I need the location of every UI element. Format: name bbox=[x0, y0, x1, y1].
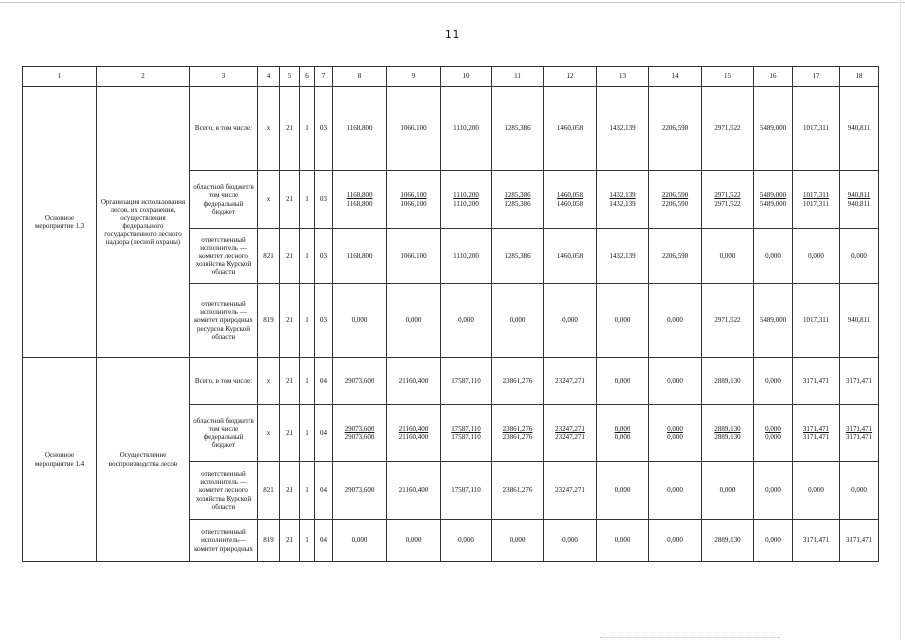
column-header: 10 bbox=[441, 67, 492, 87]
value-cell: 0,000 bbox=[441, 520, 492, 562]
code-cell: x bbox=[258, 171, 280, 229]
value-cell: 0,000 bbox=[840, 462, 879, 520]
code-cell: 1 bbox=[300, 405, 315, 462]
value-cell: 0,000 bbox=[333, 284, 387, 358]
value-cell: 0,000 bbox=[597, 358, 649, 405]
value-cell: 1460,058 bbox=[544, 87, 597, 171]
table-row bbox=[23, 87, 879, 171]
code-cell: 21 bbox=[280, 462, 300, 520]
value-regional: 2206,590 bbox=[661, 191, 689, 200]
value-regional: 1017,311 bbox=[803, 191, 829, 200]
value-cell: 0,000 bbox=[649, 462, 702, 520]
column-header: 5 bbox=[280, 67, 300, 87]
value-cell: 2889,130 bbox=[702, 358, 754, 405]
value-cell: 1285,386 bbox=[492, 87, 544, 171]
code-cell: 1 bbox=[300, 462, 315, 520]
value-regional: 1168,800 bbox=[346, 191, 373, 200]
source-cell: Всего, в том числе: bbox=[190, 87, 258, 171]
value-cell: 3171,471 bbox=[840, 358, 879, 405]
value-cell: 940,811 bbox=[840, 284, 879, 358]
value-cell: 0,000 bbox=[840, 229, 879, 284]
value-federal: 0,000 bbox=[614, 433, 631, 441]
value-cell: 0,000 bbox=[754, 462, 793, 520]
value-regional: 3171,471 bbox=[845, 424, 873, 433]
value-cell bbox=[544, 405, 597, 462]
value-cell: 0,000 bbox=[702, 229, 754, 284]
code-cell: 1 bbox=[300, 358, 315, 405]
code-cell: 1 bbox=[300, 229, 315, 284]
value-cell bbox=[492, 171, 544, 229]
value-cell: 3171,471 bbox=[840, 520, 879, 562]
code-cell: 1 bbox=[300, 520, 315, 562]
value-cell bbox=[840, 405, 879, 462]
value-regional: 5489,000 bbox=[759, 191, 787, 200]
value-cell: 0,000 bbox=[441, 284, 492, 358]
value-cell: 23861,276 bbox=[492, 358, 544, 405]
column-header: 6 bbox=[300, 67, 315, 87]
code-cell: 21 bbox=[280, 284, 300, 358]
value-cell bbox=[597, 405, 649, 462]
column-header: 17 bbox=[793, 67, 840, 87]
value-cell bbox=[754, 405, 793, 462]
code-cell: 1 bbox=[300, 87, 315, 171]
value-cell: 1432,139 bbox=[597, 87, 649, 171]
value-cell: 0,000 bbox=[492, 520, 544, 562]
code-cell: 1 bbox=[300, 171, 315, 229]
value-cell: 29073,600 bbox=[333, 462, 387, 520]
page-number: 11 bbox=[444, 28, 461, 41]
value-federal: 940,811 bbox=[847, 199, 871, 208]
value-cell: 2889,130 bbox=[702, 520, 754, 562]
value-cell: 0,000 bbox=[754, 520, 793, 562]
top-rule bbox=[0, 2, 905, 3]
value-cell: 1066,100 bbox=[387, 229, 441, 284]
right-rule bbox=[900, 0, 901, 640]
description-cell: Организация использования лесов, их сохранения, осуществления федерального государственного лесного надзора (лесной охраны) bbox=[97, 87, 190, 358]
code-cell: 03 bbox=[315, 87, 333, 171]
code-cell: 821 bbox=[258, 462, 280, 520]
value-cell bbox=[702, 405, 754, 462]
column-header: 9 bbox=[387, 67, 441, 87]
value-regional: 0,000 bbox=[667, 424, 683, 433]
value-cell bbox=[333, 405, 387, 462]
value-cell: 0,000 bbox=[793, 462, 840, 520]
column-header: 14 bbox=[649, 67, 702, 87]
value-cell bbox=[387, 405, 441, 462]
value-federal: 21160,400 bbox=[398, 433, 429, 441]
value-federal: 1066,100 bbox=[400, 199, 427, 208]
value-cell: 0,000 bbox=[597, 520, 649, 562]
source-cell: ответственный исполнитель — комитет природных ресурсов Курской области bbox=[190, 284, 258, 358]
value-cell: 1110,200 bbox=[441, 229, 492, 284]
value-cell: 1460,058 bbox=[544, 229, 597, 284]
column-header: 11 bbox=[492, 67, 544, 87]
value-federal: 3171,471 bbox=[845, 433, 873, 441]
code-cell: 21 bbox=[280, 520, 300, 562]
column-header: 7 bbox=[315, 67, 333, 87]
code-cell: 04 bbox=[315, 358, 333, 405]
value-cell: 1168,800 bbox=[333, 87, 387, 171]
value-cell: 0,000 bbox=[754, 358, 793, 405]
value-federal: 1460,058 bbox=[556, 199, 584, 208]
value-regional: 2971,522 bbox=[714, 191, 741, 200]
value-federal: 23861,276 bbox=[502, 433, 533, 441]
value-cell: 0,000 bbox=[333, 520, 387, 562]
value-federal: 3171,471 bbox=[802, 433, 830, 441]
measure-cell: Основное мероприятие 1.3 bbox=[23, 87, 97, 358]
source-cell: областной бюджет/в том числе федеральный бюджет bbox=[190, 171, 258, 229]
source-cell: ответственный исполнитель — комитет лесного хозяйства Курской области bbox=[190, 229, 258, 284]
source-cell: ответственный исполнитель— комитет природных bbox=[190, 520, 258, 562]
value-cell bbox=[754, 171, 793, 229]
value-cell: 2206,590 bbox=[649, 87, 702, 171]
value-cell: 0,000 bbox=[544, 284, 597, 358]
column-header: 12 bbox=[544, 67, 597, 87]
value-cell: 1432,139 bbox=[597, 229, 649, 284]
value-cell: 1066,100 bbox=[387, 87, 441, 171]
value-regional: 1460,058 bbox=[556, 191, 584, 200]
source-cell: областной бюджет/в том числе федеральный бюджет bbox=[190, 405, 258, 462]
value-cell bbox=[793, 405, 840, 462]
value-regional: 0,000 bbox=[765, 424, 781, 433]
value-cell: 5489,000 bbox=[754, 87, 793, 171]
value-federal: 1432,139 bbox=[609, 199, 636, 208]
code-cell: x bbox=[258, 358, 280, 405]
value-regional: 1432,139 bbox=[609, 191, 636, 200]
column-header: 4 bbox=[258, 67, 280, 87]
value-cell: 1168,800 bbox=[333, 229, 387, 284]
value-cell: 940,811 bbox=[840, 87, 879, 171]
budget-table bbox=[22, 66, 879, 562]
value-regional: 1110,200 bbox=[453, 191, 479, 200]
code-cell: 821 bbox=[258, 229, 280, 284]
value-cell bbox=[793, 171, 840, 229]
value-cell: 29073,600 bbox=[333, 358, 387, 405]
code-cell: 21 bbox=[280, 171, 300, 229]
column-header: 3 bbox=[190, 67, 258, 87]
value-regional: 2889,130 bbox=[714, 424, 741, 433]
value-cell: 3171,471 bbox=[793, 358, 840, 405]
column-header: 13 bbox=[597, 67, 649, 87]
description-cell: Осуществление воспроизводства лесов bbox=[97, 358, 190, 562]
code-cell: 04 bbox=[315, 520, 333, 562]
value-cell bbox=[649, 171, 702, 229]
value-cell: 0,000 bbox=[793, 229, 840, 284]
bottom-mark bbox=[600, 637, 780, 638]
value-federal: 17587,110 bbox=[451, 433, 481, 441]
code-cell: 21 bbox=[280, 405, 300, 462]
value-federal: 1017,311 bbox=[803, 199, 829, 208]
value-cell bbox=[387, 171, 441, 229]
value-cell: 17587,110 bbox=[441, 358, 492, 405]
value-federal: 0,000 bbox=[765, 433, 781, 441]
value-federal: 0,000 bbox=[667, 433, 683, 441]
value-federal: 1168,800 bbox=[346, 199, 373, 208]
code-cell: 819 bbox=[258, 284, 280, 358]
value-cell bbox=[441, 405, 492, 462]
value-federal: 1285,386 bbox=[504, 199, 531, 208]
source-cell: Всего, в том числе: bbox=[190, 358, 258, 405]
value-cell: 0,000 bbox=[754, 229, 793, 284]
code-cell: 03 bbox=[315, 284, 333, 358]
code-cell: x bbox=[258, 405, 280, 462]
value-federal: 29073,600 bbox=[344, 433, 375, 441]
value-federal: 2889,130 bbox=[714, 433, 741, 441]
value-cell: 23861,276 bbox=[492, 462, 544, 520]
table-row bbox=[23, 358, 879, 405]
value-regional: 940,811 bbox=[847, 191, 871, 200]
value-regional: 23861,276 bbox=[502, 424, 533, 433]
column-header: 8 bbox=[333, 67, 387, 87]
value-cell: 0,000 bbox=[387, 520, 441, 562]
value-cell: 23247,271 bbox=[544, 462, 597, 520]
column-header: 2 bbox=[97, 67, 190, 87]
code-cell: 21 bbox=[280, 87, 300, 171]
code-cell: 04 bbox=[315, 405, 333, 462]
value-cell: 0,000 bbox=[702, 462, 754, 520]
value-cell: 0,000 bbox=[492, 284, 544, 358]
value-cell: 0,000 bbox=[649, 520, 702, 562]
value-cell bbox=[492, 405, 544, 462]
code-cell: 03 bbox=[315, 229, 333, 284]
header-row bbox=[23, 67, 879, 87]
column-header: 15 bbox=[702, 67, 754, 87]
value-regional: 3171,471 bbox=[802, 424, 830, 433]
code-cell: x bbox=[258, 87, 280, 171]
value-cell: 2971,522 bbox=[702, 87, 754, 171]
value-cell: 23247,271 bbox=[544, 358, 597, 405]
value-cell: 5489,000 bbox=[754, 284, 793, 358]
value-federal: 2971,522 bbox=[714, 199, 741, 208]
value-cell: 0,000 bbox=[387, 284, 441, 358]
value-regional: 21160,400 bbox=[398, 424, 429, 433]
value-cell bbox=[441, 171, 492, 229]
value-cell: 21160,400 bbox=[387, 358, 441, 405]
value-cell: 0,000 bbox=[544, 520, 597, 562]
value-cell: 2206,590 bbox=[649, 229, 702, 284]
value-regional: 1066,100 bbox=[400, 191, 427, 200]
value-regional: 23247,271 bbox=[555, 424, 585, 433]
column-header: 16 bbox=[754, 67, 793, 87]
value-federal: 23247,271 bbox=[555, 433, 585, 441]
value-cell: 17587,110 bbox=[441, 462, 492, 520]
code-cell: 1 bbox=[300, 284, 315, 358]
value-cell: 1017,311 bbox=[793, 87, 840, 171]
value-regional: 1285,386 bbox=[504, 191, 531, 200]
value-regional: 29073,600 bbox=[344, 424, 375, 433]
code-cell: 21 bbox=[280, 358, 300, 405]
value-cell bbox=[597, 171, 649, 229]
value-cell: 3171,471 bbox=[793, 520, 840, 562]
value-federal: 5489,000 bbox=[759, 199, 787, 208]
code-cell: 21 bbox=[280, 229, 300, 284]
value-cell: 21160,400 bbox=[387, 462, 441, 520]
value-cell: 0,000 bbox=[597, 284, 649, 358]
code-cell: 03 bbox=[315, 171, 333, 229]
value-cell bbox=[333, 171, 387, 229]
column-header: 1 bbox=[23, 67, 97, 87]
value-cell: 1285,386 bbox=[492, 229, 544, 284]
value-cell: 2971,522 bbox=[702, 284, 754, 358]
value-cell: 0,000 bbox=[649, 358, 702, 405]
value-cell bbox=[649, 405, 702, 462]
value-cell bbox=[544, 171, 597, 229]
measure-cell: Основное мероприятие 1.4 bbox=[23, 358, 97, 562]
column-header: 18 bbox=[840, 67, 879, 87]
value-regional: 17587,110 bbox=[451, 424, 481, 433]
source-cell: ответственный исполнитель — комитет лесного хозяйства Курской области bbox=[190, 462, 258, 520]
value-cell bbox=[840, 171, 879, 229]
value-cell bbox=[702, 171, 754, 229]
value-federal: 2206,590 bbox=[661, 199, 689, 208]
value-cell: 1110,200 bbox=[441, 87, 492, 171]
value-cell: 0,000 bbox=[597, 462, 649, 520]
value-cell: 0,000 bbox=[649, 284, 702, 358]
value-regional: 0,000 bbox=[614, 424, 631, 433]
value-cell: 1017,311 bbox=[793, 284, 840, 358]
value-federal: 1110,200 bbox=[453, 199, 479, 208]
code-cell: 819 bbox=[258, 520, 280, 562]
code-cell: 04 bbox=[315, 462, 333, 520]
